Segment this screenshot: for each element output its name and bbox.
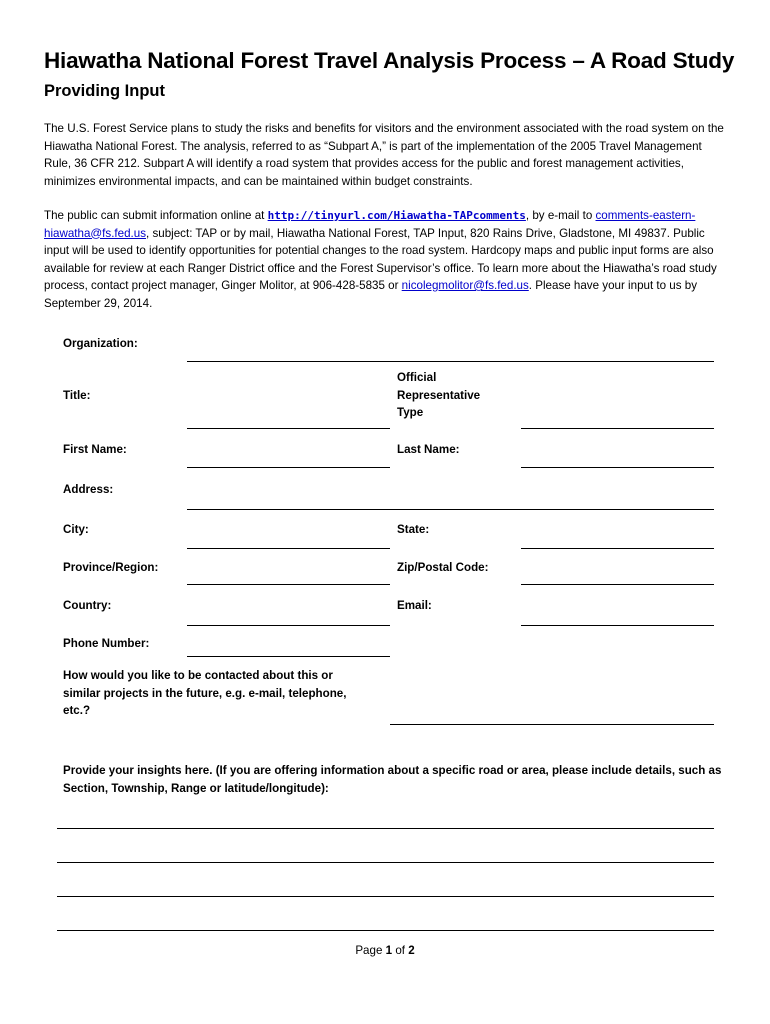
intro-paragraph: The U.S. Forest Service plans to study the risks and benefits for visitors and the environment associated with the road system on the Hiawatha National Forest. The analysis, referred to as “Subpart A,” is part of the implementation of the 2005 Travel Management Rule, 36 CFR 212. Subpart A will identify a road system that provides access for the public and forest management activities, minimizes environmental impacts, and can be maintained within budget constraints. <box>44 122 724 188</box>
last-name-field[interactable] <box>521 467 714 468</box>
insights-line-1[interactable] <box>57 828 714 829</box>
zip-field[interactable] <box>521 584 714 585</box>
title-field[interactable] <box>187 428 390 429</box>
title-label: Title: <box>63 389 91 402</box>
rep-type-field[interactable] <box>521 428 714 429</box>
contact-email-link[interactable]: nicolegmolitor@fs.fed.us <box>401 279 529 292</box>
public-text-1: The public can submit information online at <box>44 209 268 222</box>
email-label: Email: <box>397 599 432 612</box>
first-name-label: First Name: <box>63 443 127 456</box>
contact-preference-label: How would you like to be contacted about this or similar projects in the future, e.g. e-mail, telephone, etc.? <box>63 669 347 717</box>
contact-preference-field[interactable] <box>390 724 714 725</box>
organization-label: Organization: <box>63 337 138 350</box>
zip-label: Zip/Postal Code: <box>397 561 489 574</box>
last-name-label: Last Name: <box>397 443 460 456</box>
comments-url-link[interactable]: http://tinyurl.com/Hiawatha-TAPcomments <box>267 209 526 222</box>
page-total: 2 <box>408 944 415 957</box>
state-field[interactable] <box>521 548 714 549</box>
public-text-2: , by e-mail to <box>525 209 596 222</box>
phone-label: Phone Number: <box>63 637 150 650</box>
phone-field[interactable] <box>187 656 390 657</box>
city-label: City: <box>63 523 89 536</box>
insights-line-4[interactable] <box>57 930 714 931</box>
page-word: Page <box>355 944 386 957</box>
province-label: Province/Region: <box>63 561 159 574</box>
address-label: Address: <box>63 483 114 496</box>
rep-type-label: Official Representative Type <box>397 371 481 419</box>
page-footer <box>0 944 770 957</box>
province-field[interactable] <box>187 584 390 585</box>
public-text-3: , subject: TAP or by mail, Hiawatha National Forest, TAP Input, 820 Rains Drive, Gladstone, MI 49837. Public input will be used to identify opportunities for potential changes to the road system. Hardcopy maps and public input forms are also available for review at each Ranger District office and the Forest Supervisor’s office. To learn more about the Hiawatha’s road study process, contact project manager, Ginger Molitor, at 906-428-5835 or <box>44 226 717 292</box>
country-field[interactable] <box>187 625 390 626</box>
page-number: 1 <box>385 944 393 957</box>
state-label: State: <box>397 523 430 536</box>
public-text-4: . Please have your input to us by September 29, 2014. <box>44 279 698 310</box>
city-field[interactable] <box>187 548 390 549</box>
insights-line-2[interactable] <box>57 862 714 863</box>
page-title: Hiawatha National Forest Travel Analysis Process – A Road Study <box>44 48 735 73</box>
of-word: of <box>392 944 409 957</box>
insights-label: Provide your insights here. (If you are offering information about a specific road or area, please include details, such as Section, Township, Range or latitude/longitude): <box>63 764 722 795</box>
first-name-field[interactable] <box>187 467 390 468</box>
country-label: Country: <box>63 599 112 612</box>
page-subtitle: Providing Input <box>44 82 165 100</box>
public-input-paragraph <box>44 207 724 312</box>
address-field[interactable] <box>187 509 714 510</box>
insights-line-3[interactable] <box>57 896 714 897</box>
comments-email-link[interactable]: comments-eastern-hiawatha@fs.fed.us <box>44 209 696 240</box>
email-field[interactable] <box>521 625 714 626</box>
organization-field[interactable] <box>187 361 714 362</box>
